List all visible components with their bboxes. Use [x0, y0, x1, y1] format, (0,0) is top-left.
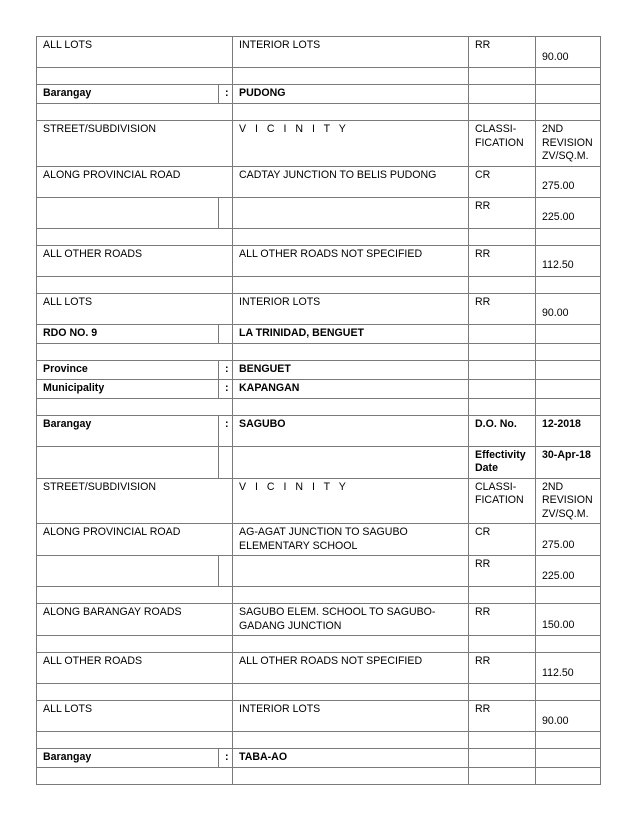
classification-cell: RR — [469, 197, 536, 228]
street-cell: ALL OTHER ROADS — [37, 245, 233, 276]
row-code — [469, 324, 536, 343]
blank-cell — [536, 343, 601, 360]
vicinity-cell: V I C I N I T Y — [233, 478, 469, 524]
street-cell: ALL LOTS — [37, 293, 233, 324]
classification-cell: RR — [469, 37, 536, 68]
blank-cell — [536, 68, 601, 85]
street-cell: ALL OTHER ROADS — [37, 653, 233, 684]
row-extra — [536, 85, 601, 104]
row-extra: 12-2018 — [536, 415, 601, 446]
row-extra — [536, 379, 601, 398]
blank-cell — [37, 398, 233, 415]
blank-row — [37, 732, 601, 749]
blank-cell — [536, 684, 601, 701]
blank-row — [37, 398, 601, 415]
street-cell — [37, 556, 219, 587]
column-header-row — [37, 121, 601, 167]
blank-cell — [37, 343, 233, 360]
street-cell: ALONG PROVINCIAL ROAD — [37, 524, 233, 556]
street-cell: STREET/SUBDIVISION — [37, 121, 233, 167]
zonal-value-cell: 90.00 — [536, 701, 601, 732]
street-cell: ALL LOTS — [37, 37, 233, 68]
label-colon: : — [219, 360, 233, 379]
blank-cell — [233, 276, 469, 293]
blank-cell — [469, 228, 536, 245]
heading-row — [37, 85, 601, 104]
row-code — [469, 85, 536, 104]
classification-cell: CR — [469, 166, 536, 197]
blank-cell — [233, 768, 469, 785]
blank-cell — [469, 68, 536, 85]
row-label-value: PUDONG — [233, 85, 469, 104]
blank-cell — [536, 276, 601, 293]
zonal-value-row — [37, 293, 601, 324]
vicinity-cell: INTERIOR LOTS — [233, 701, 469, 732]
blank-cell — [469, 398, 536, 415]
street-cell — [37, 197, 219, 228]
blank-cell — [469, 732, 536, 749]
blank-cell — [469, 276, 536, 293]
classification-cell: RR — [469, 556, 536, 587]
zonal-value-row — [37, 197, 601, 228]
heading-row — [37, 446, 601, 478]
row-code — [469, 360, 536, 379]
blank-row — [37, 587, 601, 604]
zonal-value-cell: 2ND REVISION ZV/SQ.M. — [536, 478, 601, 524]
row-code: Effectivity Date — [469, 446, 536, 478]
blank-row — [37, 228, 601, 245]
classification-cell: RR — [469, 653, 536, 684]
label-colon — [219, 324, 233, 343]
row-extra — [536, 749, 601, 768]
blank-cell — [233, 228, 469, 245]
vicinity-cell: CADTAY JUNCTION TO BELIS PUDONG — [233, 166, 469, 197]
zonal-value-table — [36, 36, 601, 785]
label-colon: : — [219, 85, 233, 104]
row-label-value: KAPANGAN — [233, 379, 469, 398]
classification-cell: CR — [469, 524, 536, 556]
heading-row — [37, 379, 601, 398]
blank-cell — [469, 636, 536, 653]
street-cell: ALL LOTS — [37, 701, 233, 732]
blank-cell — [536, 768, 601, 785]
blank-cell — [37, 104, 233, 121]
zonal-value-cell: 275.00 — [536, 524, 601, 556]
blank-cell — [233, 68, 469, 85]
vicinity-cell: AG-AGAT JUNCTION TO SAGUBO ELEMENTARY SCHOOL — [233, 524, 469, 556]
blank-cell — [233, 732, 469, 749]
row-code — [469, 749, 536, 768]
street-cell: STREET/SUBDIVISION — [37, 478, 233, 524]
zonal-value-row — [37, 245, 601, 276]
vicinity-cell — [233, 197, 469, 228]
row-label-value — [233, 446, 469, 478]
vicinity-cell: INTERIOR LOTS — [233, 293, 469, 324]
zonal-value-page — [36, 36, 600, 785]
zonal-value-cell: 112.50 — [536, 653, 601, 684]
row-label: Barangay — [37, 415, 219, 446]
blank-cell — [469, 343, 536, 360]
blank-row — [37, 768, 601, 785]
label-colon: : — [219, 379, 233, 398]
blank-cell — [37, 636, 233, 653]
classification-cell: CLASSI-FICATION — [469, 121, 536, 167]
vicinity-cell — [233, 556, 469, 587]
vicinity-cell: ALL OTHER ROADS NOT SPECIFIED — [233, 245, 469, 276]
row-label-value: LA TRINIDAD, BENGUET — [233, 324, 469, 343]
blank-cell — [536, 636, 601, 653]
row-label-value: SAGUBO — [233, 415, 469, 446]
heading-row — [37, 324, 601, 343]
blank-row — [37, 104, 601, 121]
zonal-value-row — [37, 604, 601, 636]
row-label: Province — [37, 360, 219, 379]
row-label: Municipality — [37, 379, 219, 398]
zonal-value-cell: 225.00 — [536, 197, 601, 228]
blank-cell — [37, 228, 233, 245]
column-header-row — [37, 478, 601, 524]
row-label-value: BENGUET — [233, 360, 469, 379]
zonal-value-row — [37, 524, 601, 556]
row-extra — [536, 324, 601, 343]
classification-cell: RR — [469, 604, 536, 636]
zonal-value-cell: 112.50 — [536, 245, 601, 276]
row-label-value: TABA-AO — [233, 749, 469, 768]
blank-cell — [233, 587, 469, 604]
heading-row — [37, 415, 601, 446]
label-colon: : — [219, 749, 233, 768]
zonal-value-cell: 225.00 — [536, 556, 601, 587]
blank-cell — [219, 556, 233, 587]
zonal-value-cell: 150.00 — [536, 604, 601, 636]
street-cell: ALONG BARANGAY ROADS — [37, 604, 233, 636]
vicinity-cell: INTERIOR LOTS — [233, 37, 469, 68]
heading-row — [37, 749, 601, 768]
blank-cell — [469, 104, 536, 121]
classification-cell: RR — [469, 245, 536, 276]
blank-cell — [536, 104, 601, 121]
zonal-value-cell: 90.00 — [536, 37, 601, 68]
zonal-value-row — [37, 701, 601, 732]
row-extra: 30-Apr-18 — [536, 446, 601, 478]
blank-cell — [536, 398, 601, 415]
row-extra — [536, 360, 601, 379]
street-cell: ALONG PROVINCIAL ROAD — [37, 166, 233, 197]
blank-cell — [37, 276, 233, 293]
classification-cell: RR — [469, 701, 536, 732]
zonal-value-row — [37, 166, 601, 197]
row-code — [469, 379, 536, 398]
heading-row — [37, 360, 601, 379]
blank-row — [37, 684, 601, 701]
blank-row — [37, 343, 601, 360]
blank-cell — [37, 684, 233, 701]
row-code: D.O. No. — [469, 415, 536, 446]
blank-cell — [536, 587, 601, 604]
blank-cell — [469, 684, 536, 701]
blank-row — [37, 636, 601, 653]
blank-cell — [233, 684, 469, 701]
classification-cell: RR — [469, 293, 536, 324]
zonal-value-cell: 2ND REVISION ZV/SQ.M. — [536, 121, 601, 167]
zonal-value-cell: 90.00 — [536, 293, 601, 324]
label-colon: : — [219, 415, 233, 446]
row-label — [37, 446, 219, 478]
zonal-value-cell: 275.00 — [536, 166, 601, 197]
vicinity-cell: SAGUBO ELEM. SCHOOL TO SAGUBO-GADANG JUNCTION — [233, 604, 469, 636]
classification-cell: CLASSI-FICATION — [469, 478, 536, 524]
blank-cell — [233, 398, 469, 415]
blank-cell — [219, 197, 233, 228]
row-label: Barangay — [37, 85, 219, 104]
blank-cell — [233, 343, 469, 360]
blank-cell — [233, 636, 469, 653]
row-label: Barangay — [37, 749, 219, 768]
blank-cell — [37, 587, 233, 604]
blank-cell — [233, 104, 469, 121]
zonal-value-row — [37, 37, 601, 68]
zonal-value-row — [37, 556, 601, 587]
row-label: RDO NO. 9 — [37, 324, 219, 343]
blank-row — [37, 276, 601, 293]
blank-row — [37, 68, 601, 85]
zonal-value-row — [37, 653, 601, 684]
blank-cell — [469, 768, 536, 785]
blank-cell — [37, 732, 233, 749]
blank-cell — [469, 587, 536, 604]
vicinity-cell: V I C I N I T Y — [233, 121, 469, 167]
vicinity-cell: ALL OTHER ROADS NOT SPECIFIED — [233, 653, 469, 684]
blank-cell — [37, 68, 233, 85]
blank-cell — [37, 768, 233, 785]
label-colon — [219, 446, 233, 478]
blank-cell — [536, 732, 601, 749]
blank-cell — [536, 228, 601, 245]
